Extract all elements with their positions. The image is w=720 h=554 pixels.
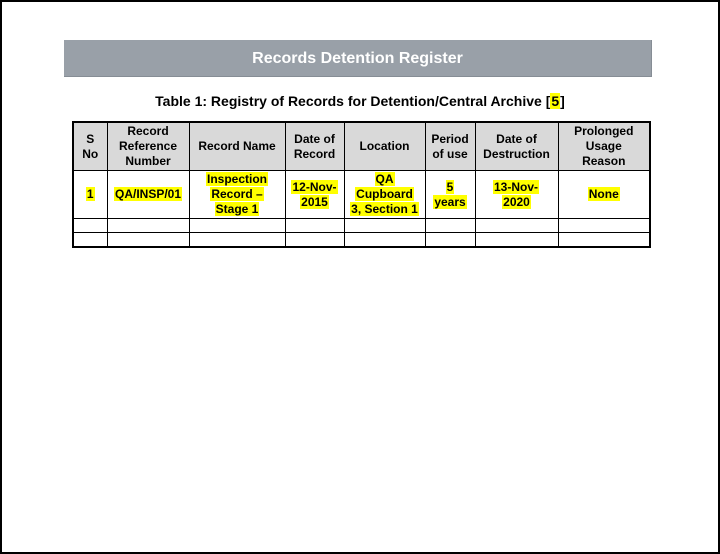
cell-prolonged-usage-reason	[558, 171, 650, 219]
cell-date-of-destruction	[475, 171, 558, 219]
header-cell-s-no: S No	[73, 122, 107, 171]
empty-cell	[344, 219, 425, 233]
empty-table-row	[73, 233, 650, 247]
cell-date-of-record	[285, 171, 344, 219]
empty-cell	[189, 219, 285, 233]
highlighted-value: 5 years	[434, 179, 466, 209]
header-cell-period-of-use: Period of use	[425, 122, 475, 171]
header-row	[73, 122, 650, 171]
cell-record-reference-number	[107, 171, 189, 219]
header-cell-record-reference-number: Record Reference Number	[107, 122, 189, 171]
records-register-table	[72, 121, 651, 248]
empty-cell	[107, 219, 189, 233]
highlighted-value: 13-Nov-2020	[493, 179, 538, 209]
highlighted-value: QA Cupboard 3, Section 1	[351, 172, 418, 216]
highlighted-value: QA/INSP/01	[114, 187, 182, 201]
empty-cell	[73, 219, 107, 233]
caption-reference-highlight: 5	[551, 93, 560, 109]
highlighted-value: 1	[86, 187, 94, 201]
empty-cell	[189, 233, 285, 247]
table-row	[73, 171, 650, 219]
header-cell-location: Location	[344, 122, 425, 171]
empty-cell	[475, 233, 558, 247]
cell-s-no	[73, 171, 107, 219]
table-caption	[2, 93, 718, 109]
header-cell-date-of-destruction: Date of Destruction	[475, 122, 558, 171]
highlighted-value: None	[588, 187, 619, 201]
cell-location	[344, 171, 425, 219]
caption-closing-bracket: ]	[560, 93, 565, 109]
empty-cell	[285, 233, 344, 247]
header-cell-prolonged-usage-reason: Prolonged Usage Reason	[558, 122, 650, 171]
page-title: Records Detention Register	[252, 50, 463, 67]
empty-cell	[558, 219, 650, 233]
empty-cell	[73, 233, 107, 247]
empty-cell	[285, 219, 344, 233]
cell-record-name	[189, 171, 285, 219]
empty-cell	[425, 219, 475, 233]
empty-cell	[107, 233, 189, 247]
title-banner	[64, 40, 652, 77]
empty-cell	[475, 219, 558, 233]
caption-text: Table 1: Registry of Records for Detention/Central Archive [	[155, 93, 551, 109]
empty-cell	[558, 233, 650, 247]
highlighted-value: 12-Nov-2015	[292, 179, 337, 209]
header-cell-date-of-record: Date of Record	[285, 122, 344, 171]
cell-period-of-use	[425, 171, 475, 219]
empty-table-row	[73, 219, 650, 233]
header-cell-record-name: Record Name	[189, 122, 285, 171]
empty-cell	[425, 233, 475, 247]
empty-cell	[344, 233, 425, 247]
highlighted-value: Inspection Record – Stage 1	[206, 172, 267, 216]
